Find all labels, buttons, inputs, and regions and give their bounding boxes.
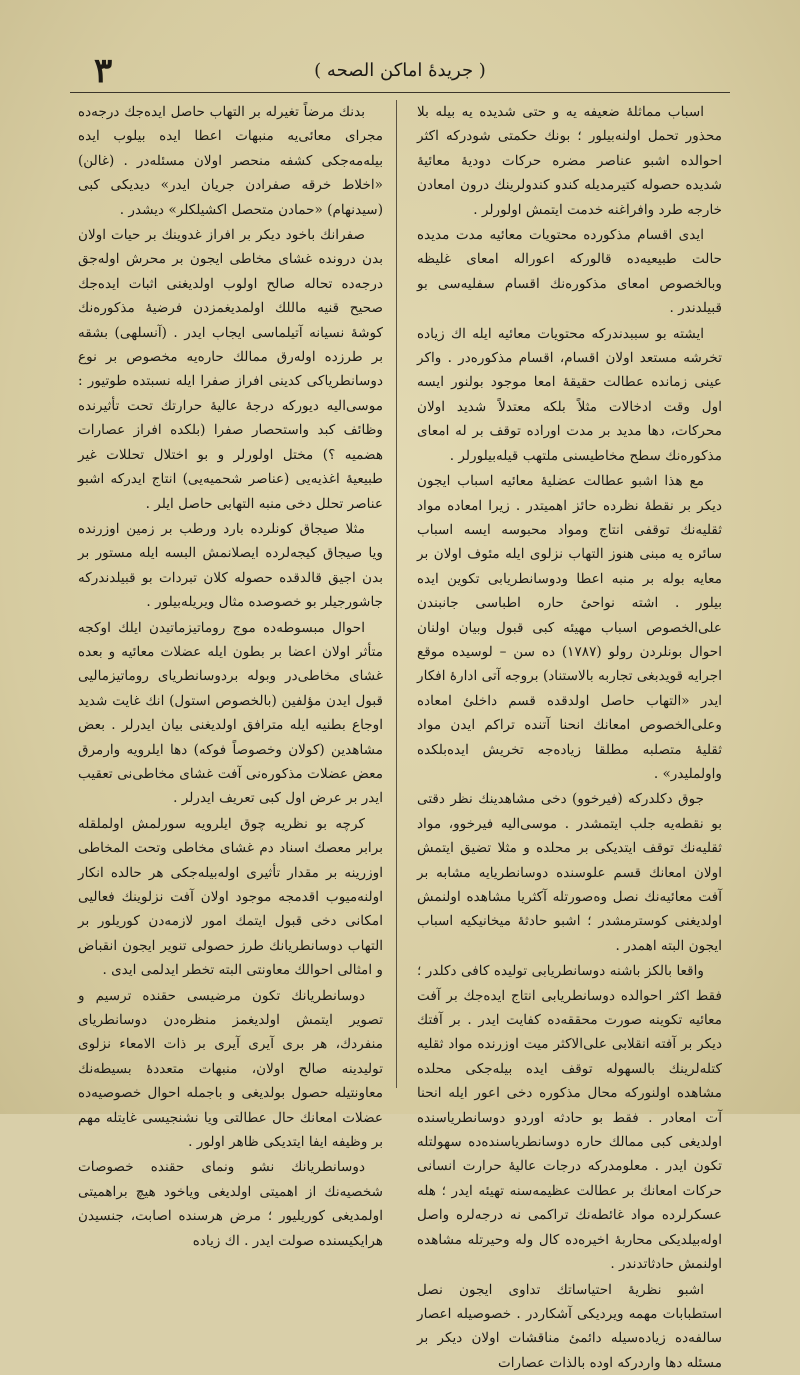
paragraph: دوسانطريانك تكون مرضيسی حقنده ترسيم و تصوير ايتمش اولديغمز منظره‌دن دوسانطريای منفردك، هر بری آيری آيری بر ذات الامعاء نزلوی توليدينه صالح اولان، منبهات متعددهٔ بسيطه‌نك معاونتيله حصول بولديغی و باجمله احوال خصوصيه‌ده عضلات امعانك حال عطالتی ويا نشنجيسی غايتله مهم بر وظيفه ايفا ايتديكی ظاهر اولور . — [78, 984, 383, 1155]
page-header — [70, 52, 730, 93]
page-number: ٣ — [94, 54, 112, 88]
paragraph: صفرانك باخود ديكر بر افراز غدوينك بر حيات اولان بدن درونده غشای مخاطی ايجون بر محرش اوله‌جق درجه‌ده تحاله صالح اولوب اولديغنی اثبات ايده‌جك صحيح قنيه ماللك اولمديغمزدن فرضيهٔ مذكوره‌نك كوشهٔ نسيانه آتيلماسی ايجاب ايدر . (آنسلهی) بشقه بر طرزده اوله‌رق ممالك حاره‌يه مخصوص بر نوع دوسانطرياكی كدينی افراز صفرا ايله نسبتده طوتيور : موسی‌اليه ديوركه درجهٔ عاليهٔ حرارتك تحت تأثيرنده وظائف كبد واستحصار صفرا (بلكده افراز عصارات هضميه ؟) مختل اولورلر و بو اختلال تحللات غير طبيعيهٔ اغذيه‌يی (عناصر شحميه‌يی) انتاج ايدركه اشبو عناصر تحلل دخی منبه التهابی حاصل ايلر . — [78, 223, 383, 516]
paragraph: جوق دكلدركه (فيرخوو) دخی مشاهدينك نظر دقتی بو نقطه‌يه جلب ايتمشدر . موسی‌اليه فيرخوو، مواد ثقليه‌نك توقف ايتديكی بر محلده و مثلا تضيق ايتمش اولان امعانك قسم علوسنده دوسانطريايه مشابه بر آفت معائيه‌نك نصل وه‌صورتله آكثريا مشاهده اولنمش اولديغنی كوسترمشدر ؛ اشبو حادثهٔ ميخانيكيه اسباب ايجون البته اهمدر . — [417, 787, 722, 958]
paragraph: دوسانطريانك نشو ونمای حقنده خصوصات شخصيه‌نك از اهميتی اولديغی وياخود هيچ براهميتی اولمديغی كوريليور ؛ مرض هرسنده اصابت، جنسيدن هرايكيسنده صولت ايدر . اك زياده — [78, 1155, 383, 1253]
paragraph: احوال مبسوطه‌ده موج روماتيزماتيدن ايلك اوكجه متأثر اولان اعضا بر بطون ايله عضلات معائيه و بعده غشای مخاطی‌در وبوله بردوسانطريای روماتيزماليی قبول ايدن مؤلفين (بالخصوص استول) انك غايت شديد اوجاع بطنيه ايله مترافق اولديغنی بيان ايدرلر . بعض مشاهدين (كولان وخصوصاً فوكه) دها ايلرويه وارمرق معض عضلات مذكوره‌نی آفت غشای مخاطی‌نی تعقيب ايدر بر عرض اول كبی تعريف ايدرلر . — [78, 616, 383, 811]
paragraph: ايدی اقسام مذكورده محتويات معائيه مدت مديده حالت طبيعيه‌ده قالوركه اعوراله امعای غليظه وبالخصوص امعای مذكوره‌نك اقسام سفليه‌سی بو قبيلدندر . — [417, 223, 722, 321]
journal-title: ( جريدهٔ اماكن الصحه ) — [70, 60, 730, 81]
right-column — [417, 100, 722, 1088]
paragraph: اشبو نظريهٔ احتياساتك تداوی ايجون نصل استطبابات مهمه ويرديكی آشكاردر . خصوصيله اعصار سالفه‌ده زياده‌سيله دائمیٔ مناقشات اولان ديكر بر مسئله دها واردركه اوده بالذات عصارات — [417, 1278, 722, 1375]
paragraph: مثلا صيجاق كونلرده بارد ورطب بر زمين اوزرنده ويا صيجاق كيجه‌لرده ايصلانمش البسه ايله مستور بر بدن اجيق قالدقده حصوله كلان تبردات بو قبيلدندركه جاشورجيلر بو خصوصده مثال ويريله‌بيلور . — [78, 517, 383, 615]
column-divider — [396, 100, 397, 1088]
paragraph: مع هذا اشبو عطالت عضليهٔ معائيه اسباب ايجون ديكر بر نقطهٔ نظرده حائز اهميتدر . زيرا امعاده مواد ثقليه‌نك توقفی انتاج ومواد محبوسه ايسه اسباب سائره يه مبنی هنوز التهاب نزلوی ايله مئوف اولان بر معايه بوله بر منبه اعطا ودوسانطريابی تكوين ايده بيلور . اشته نواحیٔ حاره اطباسی جانبندن علی‌الخصوص اسباب مهيئه كبی قبول وبيان اولنان احوال بونلردن رولو (١٧٨٧) ده سن – لوسيده موقع اجرايه قويدبغی تجاربه بالاستناد) بروجه آتی ادارهٔ افكار ايدر «التهاب حاصل اولدقده قسم داخلیٔ امعاده وعلی‌الخصوص امعانك انحنا آتنده تراكم ايدن مواد ثقليهٔ متصلبه مطلقا زياده‌جه تخريش ايده‌بلكده واولمليدر» . — [417, 469, 722, 786]
text-columns — [78, 100, 722, 1088]
paragraph: كرچه بو نظريه چوق ايلرويه سورلمش اولملقله برابر معصك اسناد دم غشای مخاطی وتحت المخاطی اوزرينه بر مقدار تأثيری اوله‌بيله‌جكی هر حالده انكار اولنه‌ميوب اقدمجه موجود اولان آفت نزلوينك فعاليی امكانی دخی قبول ايتمك امور لازمه‌دن كوريلور بر التهاب دوسانطريانك طرز حصولی تنوير ايجون انقباض و امثالی احوالك معاونتی البته تخطر ايدلمی ايدی . — [78, 812, 383, 983]
paragraph: اسباب مماثلهٔ ضعيفه يه و حتی شديده يه بيله بلا محذور تحمل اولنه‌بيلور ؛ بونك حكمتی شودركه اكثر احوالده اشبو عناصر مضره حركات دوديهٔ معائيهٔ شديده حصوله كتيرمدیله كندو كندولرينك درون امعادن خارجه طرد وافراغنه خدمت ايتمش اولورلر . — [417, 100, 722, 222]
left-column — [78, 100, 383, 1088]
paragraph: ايشته بو سببدندركه محتويات معائيه ايله اك زياده تخرشه مستعد اولان اقسام، اقسام مذكوره‌در . واكر عينی زمانده عطالت حقيقهٔ امعا موجود بولنور ايسه اول وقت ادخالات مثلاً بلكه معتدلاً شديد اولان محركات، دها مديد بر مدت اوراده توقف بر له امعای مذكوره‌نك سطح مخاطيسنی ملتهب قيله‌بيلورلر . — [417, 322, 722, 468]
paragraph: واقعا بالكز باشنه دوسانطريابی توليده كافی دكلدر ؛ فقط اكثر احوالده دوسانطريابی انتاج ايده‌جك بر آفت معائيه تكوينه صورت محققه‌ده كفايت ايدر . بر آفتك ديكر بر آفته انقلابی علی‌الاكثر ميت اوزرنده مواد ثقليه كتله‌لرينك بالسهوله توقف ايده بيله‌جكی محلده مشاهده اولنوركه محال مذكوره دخی اعور ايله انحنا آت امعادر . فقط بو حادثه اوردو دوسانطرياسنده اولديغی كبی ممالك حاره دوسانطرياسنده‌ده سهولتله تكون ايدر . معلومدركه درجات عاليهٔ حرارت انسانی حركات امعانك بر عطالت عظيمه‌سنه تهيئه ايدر ؛ هله عسكرلرده مواد غائطه‌نك تراكمی نه درجه‌لره واصل اوله‌بيلديكی محاربهٔ اخيره‌ده كال وله وحيرتله مشاهده اولنمش حادثاتدندر . — [417, 959, 722, 1276]
paragraph: بدنك مرضاً تغيرله بر التهاب حاصل ايده‌جك درجه‌ده مجرای معائی‌يه منبهات اعطا ايده بيلوب ايده بيله‌مه‌جكی كشفه منحصر اولان مسئله‌در . (غالن) «اخلاط خرقه صفرادن جريان ايدر» ديديكی كبی (سيدنهام) «حمادن متحصل اكشيلكلر» ديشدر . — [78, 100, 383, 222]
